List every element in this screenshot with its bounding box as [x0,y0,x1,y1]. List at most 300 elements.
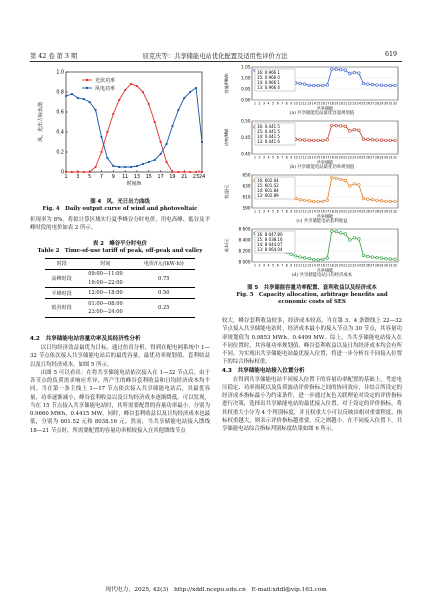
x-tick-label: 21 [181,175,188,180]
x-tick-label: 28 [374,155,379,160]
pv-data-point [195,171,197,173]
x-tick-label: 1 [253,263,257,268]
y-tick-label: 0.4 [56,130,64,136]
fig4-legend [82,77,115,92]
price-cell: 0.50 [133,288,195,299]
x-tick-label: 2324 [192,175,206,180]
data-point [321,84,324,87]
x-tick-label: 22 [347,101,352,106]
table-header-period: 时段 [45,259,78,270]
data-point [340,232,343,235]
y-tick-label: 0.40 [241,151,251,157]
period-cell: 平峰时段 [45,288,78,299]
x-tick-label: 8 [285,155,288,160]
x-tick-label: 21 [343,101,348,106]
x-tick-label: 7 [281,101,284,106]
data-point [371,198,374,201]
data-point [380,84,383,87]
table-row [45,288,195,299]
x-tick-label: 10 [293,263,298,268]
x-tick-label: 27 [370,209,375,214]
x-tick-label: 18 [329,101,334,106]
x-tick-label: 11 [298,209,303,214]
pv-data-point [100,151,102,153]
x-tick-label: 27 [370,101,375,106]
x-tick-label: 5 [272,101,275,106]
x-tick-label: 13 [133,175,141,180]
pv-data-point [189,171,191,173]
x-axis-label: 共享储能 [316,105,334,110]
annotation-label: 15: 8 038.16 [257,237,283,242]
annotation-label: 14: 0.441 5 [257,134,280,139]
running-title: 屈克庆等：共享储能电站优化配置及适用性评价方法 [142,53,288,60]
data-point [321,139,324,142]
data-point [344,179,347,182]
data-point [335,124,338,127]
data-point [394,258,397,261]
x-tick-label: 3 [263,263,266,268]
y-axis-label: 风、光出力标幺值 [38,101,44,143]
table-header-price: 电价/(元/(kW·h)) [133,259,195,270]
y-tick-label: 0 [60,170,64,176]
period-cell: 高峰时段 [51,276,72,283]
y-tick-label: 0.2 [56,150,64,156]
fig5-panel [222,118,402,172]
x-tick-label: 9 [111,175,115,180]
data-point [303,139,306,142]
data-point [299,256,302,259]
x-tick-label: 24 [356,209,361,214]
x-tick-label: 7 [281,155,284,160]
x-tick-label: 4 [267,155,270,160]
x-tick-label: 7 [99,175,104,180]
x-tick-label: 9 [290,155,293,160]
data-point [349,130,352,133]
pv-data-point [154,121,156,123]
data-point [340,178,343,181]
y-axis-label: 容量/MWh [224,73,229,94]
x-tick-label: 1 [64,175,68,180]
pv-data-point [177,171,179,173]
data-point [394,200,397,203]
data-point [376,199,379,202]
x-tick-label: 21 [343,263,348,268]
fig5-block [222,64,402,306]
pv-data-point [130,83,132,85]
data-point [367,198,370,201]
wind-data-point [165,143,167,145]
y-tick-label: 0.8 [56,90,64,96]
x-tick-label: 18 [329,263,334,268]
x-tick-label: 20 [338,209,343,214]
x-tick-label: 15 [316,209,321,214]
data-point [317,200,320,203]
wind-power-line [66,88,202,167]
data-point [358,238,361,241]
x-tick-label: 9 [290,101,293,106]
legend-wind-marker [86,87,88,89]
x-tick-label: 4 [267,209,270,214]
pv-data-point [201,171,203,173]
annotation-label: 15: 0.966 0 [257,75,280,80]
x-tick-label: 18 [329,209,334,214]
y-tick-label: 610 [242,194,251,200]
legend-pv-marker [86,79,88,81]
x-tick-label: 9 [290,263,293,268]
data-point [330,230,333,233]
data-point [326,84,329,87]
fig5-panel-subcaption: (a) 共享储能电站最优容量规划值 [289,111,355,116]
legend-pv-label: 光伏功率 [95,78,116,84]
x-tick-label: 25 [361,263,366,268]
y-tick-label: 0.50 [241,118,251,124]
x-tick-label: 16 [320,263,325,268]
wind-data-point [154,159,156,161]
y-tick-label: 1.00 [241,75,251,81]
x-tick-label: 13 [307,101,312,106]
x-tick-label: 3 [76,175,80,180]
wind-data-point [177,109,179,111]
pv-data-point [136,85,138,87]
x-tick-label: 19 [334,209,339,214]
annotation-label: 15: 601.52 [257,183,279,188]
fig5-panel-chart [222,118,402,164]
y-axis-label: 收益/元 [224,184,229,199]
fig5-panel-subcaption: (b) 共享储能电站最优功率规划值 [289,165,355,170]
x-tick-label: 14 [311,155,316,160]
x-tick-label: 13 [307,155,312,160]
x-tick-label: 30 [383,101,388,106]
x-tick-label: 14 [311,209,316,214]
fig5-panel-subcaption: (c) 共享储能电站套利收益 [296,219,348,224]
wind-data-point [136,165,138,167]
data-point [394,139,397,142]
fig4-block [30,66,210,213]
data-point [367,83,370,86]
data-point [299,139,302,142]
x-tick-label: 12 [302,155,307,160]
x-tick-label: 11 [298,263,303,268]
wind-data-point [130,166,132,168]
data-point [330,68,333,71]
table-header-time: 时间 [78,259,132,270]
x-tick-label: 14 [311,101,316,106]
x-tick-label: 24 [356,155,361,160]
fig5-caption-zh: 图 5 共享储能容量功率配置、套利收益以及经济成本 [247,285,377,291]
data-point [330,124,333,127]
x-tick-label: 19 [169,175,176,180]
x-tick-label: 25 [361,101,366,106]
pv-power-line [66,84,202,172]
time-cell: 19:00—22:00 [88,279,123,286]
data-point [349,185,352,188]
tou-table [45,258,195,318]
x-tick-label: 29 [379,263,384,268]
x-tick-label: 7 [281,209,284,214]
data-point [362,82,365,85]
x-tick-label: 16 [320,209,325,214]
annotation-label: 14: 8 044.07 [257,242,283,247]
pv-data-point [71,171,73,173]
x-tick-label: 25 [361,155,366,160]
data-point [376,139,379,142]
x-tick-label: 13 [307,263,312,268]
data-point [312,258,315,261]
paragraph: 以日均经济效益最优为目标，通过仿真分析，得到在配电网系统中 1—32 节点依次接入共享储能电站后的最优容量、最优功率规划值、套利收益以及日均经济成本，如图 5 所示。 [30,345,210,368]
fig5-panel [222,172,402,226]
fig5-panel [222,64,402,118]
data-point [349,72,352,75]
price-cell: 0.25 [133,299,195,318]
data-point [376,256,379,259]
data-point [376,84,379,87]
data-point [371,256,374,259]
x-tick-label: 10 [293,101,298,106]
x-tick-label: 6 [276,263,279,268]
fig5-panel-chart [222,64,402,110]
data-point [394,84,397,87]
data-point [321,200,324,203]
x-tick-label: 31 [388,101,393,106]
x-tick-label: 24 [356,101,361,106]
y-tick-label: 0.6 [56,110,64,116]
annotation-label: 16: 8 047.80 [257,232,283,237]
paragraph: 较大，峰谷套利收益较多，经济成本较高。当在第 3、4 条馈线上 22—32 节点接入共享储能电站时，经济成本最小的接入节点为 30 节点，其容量功率规划值为 0.9853 MWh、0.4499 MW。综上，当共享储能电站接入在不同位置时，其容量功率规划值、峰谷套利收益以及日均经济成本均会有所不同。为实现出共享储能电站最优接入位置，将进一步分析在不同接入位置下的综合指标权重。 [222,318,402,366]
pv-data-point [118,99,120,101]
y-tick-label: 0.45 [241,135,251,140]
annotation-label: 16: 0.966 1 [257,70,280,75]
pv-data-point [165,161,167,163]
x-tick-label: 2 [258,101,261,106]
data-point [385,139,388,142]
x-tick-label: 18 [329,155,334,160]
data-point [358,72,361,75]
x-tick-label: 2 [258,263,261,268]
x-tick-label: 32 [392,101,398,106]
annotation-label: 16: 602.04 [257,178,279,183]
data-point [367,138,370,141]
data-point [353,71,356,74]
x-tick-label: 30 [383,209,388,214]
x-tick-label: 32 [392,263,398,268]
x-tick-label: 11 [122,175,129,180]
x-tick-label: 31 [388,155,393,160]
pv-data-point [142,91,144,93]
x-tick-label: 16 [320,101,325,106]
pv-data-point [106,131,108,133]
data-point [389,139,392,142]
wind-data-point [77,97,79,99]
x-tick-label: 23 [352,263,357,268]
x-tick-label: 21 [343,155,348,160]
data-point [299,82,302,85]
x-tick-label: 20 [338,155,343,160]
y-tick-label: 8 000 [238,259,251,265]
y-tick-label: 590 [242,205,251,211]
annotation-label: 16: 0.441 5 [257,124,280,129]
pv-data-point [124,89,126,91]
data-point [317,259,320,262]
data-point [303,199,306,202]
fig5-panel-chart [222,172,402,218]
wind-data-point [171,125,173,127]
data-point [380,257,383,260]
left-text-bottom [30,335,210,435]
x-tick-label: 3 [263,209,266,214]
data-point [335,68,338,71]
x-tick-label: 30 [383,155,388,160]
data-point [380,139,383,142]
x-tick-label: 28 [374,263,379,268]
annotation-label: 13: 0.441 6 [257,139,280,144]
x-tick-label: 2 [258,155,261,160]
y-tick-label: 8 400 [238,237,251,243]
time-cell: 01:00—08:00 [78,299,132,308]
annotation-label: 13: 8 064.04 [257,247,283,252]
data-point [303,257,306,260]
x-tick-label: 27 [370,263,375,268]
data-point [389,200,392,203]
data-point [385,200,388,203]
data-point [371,139,374,142]
data-point [353,183,356,186]
data-point [389,258,392,261]
y-tick-label: 8 200 [238,248,251,254]
x-tick-label: 6 [276,155,279,160]
data-point [362,254,365,257]
data-point [358,129,361,132]
wind-data-point [201,141,203,143]
table-row [45,299,195,308]
table-header-row [45,259,195,270]
data-point [349,239,352,242]
y-tick-label: 1.0 [56,70,64,76]
data-point [380,200,383,203]
x-tick-label: 19 [334,155,339,160]
annotation-label: 14: 0.966 1 [257,80,280,85]
x-tick-label: 5 [88,175,92,180]
x-tick-label: 29 [379,101,384,106]
data-point [308,139,311,142]
data-point [335,177,338,180]
wind-data-point [195,87,197,89]
x-tick-label: 26 [365,209,370,214]
data-point [317,84,320,87]
fig5-panel [222,226,402,280]
data-point [312,200,315,203]
annotation-label: 13: 602.89 [257,193,279,198]
annotation-label: 14: 601.84 [257,188,279,193]
data-point [326,139,329,142]
x-tick-label: 29 [379,155,384,160]
pv-data-point [83,171,85,173]
x-tick-label: 32 [392,209,398,214]
data-point [344,125,347,128]
paragraph: 由图 5 可以看出：在将共享储能电站依次接入在 1—32 节点后，由于各节点的负荷需求响应差异，所产生的峰谷套利收益和日均经济成本均不同。当在第一条主线上 1—17 节点依次接入共享储能电站后，其最优容量、功率逐渐减小，峰谷套利收益以及日均经济成本逐渐降低。可以发现，当在 15 节点接入共享储能电站时，其所需要配置的容量功率最小，分别为 0.9660 MWh、0.4415 MW。同时，峰谷套利收益以及日均经济成本也最低，分别为 601.52 元和 8038.16 元。然而，当共享储能电站接入馈线 18—21 节点时，所需要配置的容量功率相较接入在其他馈线节点 [30,369,210,434]
data-point [326,199,329,202]
x-tick-label: 30 [383,263,388,268]
page-number: 619 [385,51,398,58]
fig5-caption-en-1: Fig. 5 Capacity allocation, arbitrage benefits and [236,292,388,298]
data-point [353,237,356,240]
data-point [344,233,347,236]
x-axis-label: 共享储能 [316,213,334,218]
x-tick-label: 5 [272,263,275,268]
data-point [367,255,370,258]
time-cell: 12:00—18:00 [78,288,132,299]
data-point [321,258,324,261]
wind-data-point [71,93,73,95]
x-tick-label: 1 [253,209,257,214]
x-tick-label: 31 [388,263,393,268]
left-text-top [30,216,210,233]
pv-data-point [77,171,79,173]
table-row [45,269,195,278]
y-axis-label: 成本/元 [224,238,229,253]
x-tick-label: 2 [258,209,261,214]
x-tick-label: 22 [347,209,352,214]
x-tick-label: 20 [338,263,343,268]
x-tick-label: 24 [356,263,361,268]
data-point [290,253,293,256]
x-axis-label: 共享储能 [316,267,334,272]
data-point [303,83,306,86]
x-tick-label: 15 [316,263,321,268]
legend-wind-label: 风电功率 [95,86,116,92]
pv-data-point [148,103,150,105]
x-tick-label: 23 [352,155,357,160]
section-heading-4-3: 4.3 共享储能电站接入位置分析 [222,367,305,374]
wind-data-point [189,91,191,93]
wind-data-point [106,157,108,159]
x-tick-label: 17 [325,101,330,106]
y-tick-label: 0.90 [241,97,251,103]
x-tick-label: 3 [263,101,266,106]
data-point [389,84,392,87]
data-point [308,200,311,203]
x-tick-label: 31 [388,209,393,214]
data-point [358,184,361,187]
time-cell: 23:00—24:00 [78,308,132,317]
data-point [294,255,297,258]
section-heading-4-2: 4.2 共享储能电站容量功率及其经济性分析 [30,336,141,342]
data-point [317,139,320,142]
data-point [308,84,311,87]
x-tick-label: 14 [311,263,316,268]
wind-data-point [118,166,120,168]
wind-data-point [83,98,85,100]
x-tick-label: 22 [347,263,352,268]
wind-data-point [124,166,126,168]
data-point [312,139,315,142]
x-tick-label: 17 [157,175,164,180]
fig5-caption-en-2: economic costs of SES [278,299,346,305]
data-point [371,83,374,86]
right-text [222,317,402,433]
pv-data-point [65,171,67,173]
x-tick-label: 26 [365,155,370,160]
x-tick-label: 8 [285,101,288,106]
x-axis-label: 共享储能 [316,159,334,164]
x-tick-label: 9 [290,209,293,214]
fig4-caption-en: Fig. 4 Daily output curve of wind and photovoltaic [42,206,198,212]
annotation-label: 15: 0.441 5 [257,129,280,134]
x-tick-label: 4 [267,263,270,268]
x-tick-label: 28 [374,101,379,106]
journal-volume: 第 42 卷 第 3 期 [30,53,78,60]
x-tick-label: 25 [361,209,366,214]
x-tick-label: 11 [298,101,303,106]
